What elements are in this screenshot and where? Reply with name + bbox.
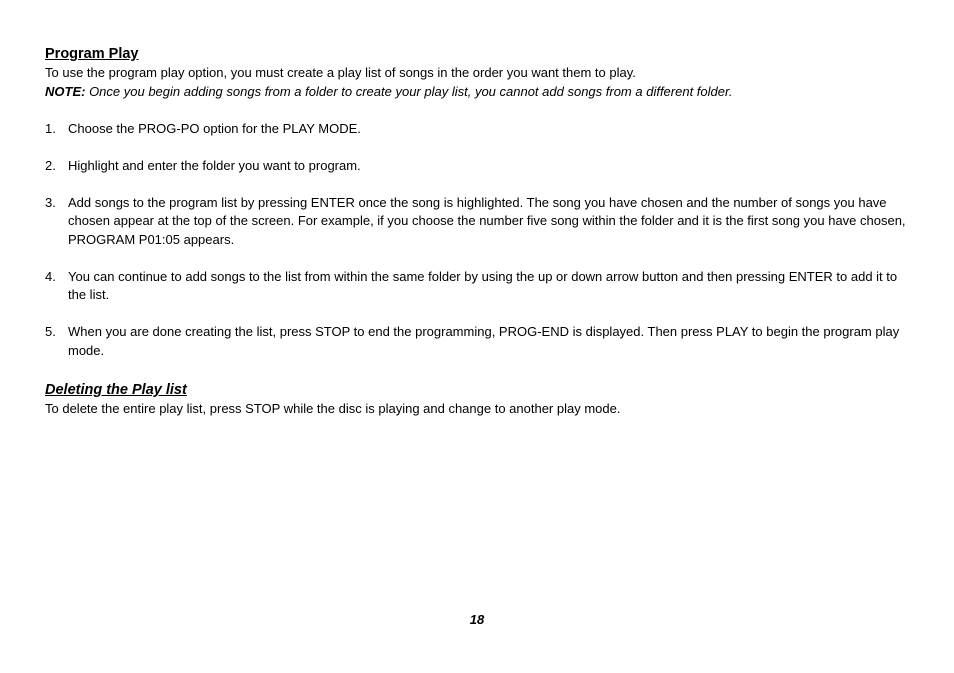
note-paragraph <box>45 83 910 102</box>
note-label: NOTE: <box>45 83 86 99</box>
step-text: Choose the PROG-PO option for the PLAY MODE. <box>68 120 361 136</box>
section-program-play <box>45 44 910 360</box>
step-text: You can continue to add songs to the list from within the same folder by using the up or down arrow button and then pressing ENTER to add it to the list. <box>68 268 898 302</box>
section-title-deleting-play-list: Deleting the Play list <box>45 382 187 398</box>
step-number: 2. <box>45 157 56 173</box>
section-deleting-play-list <box>45 380 910 419</box>
section-title-program-play: Program Play <box>45 46 139 62</box>
step-item <box>45 157 910 176</box>
steps-list <box>45 120 910 361</box>
step-number: 5. <box>45 324 56 339</box>
step-number: 1. <box>45 120 56 136</box>
step-number: 3. <box>45 194 56 210</box>
page-number: 18 <box>469 612 485 627</box>
step-text: When you are done creating the list, press STOP to end the programming, PROG-END is displayed. Then press PLAY to begin the program play mode. <box>68 324 900 358</box>
intro-paragraph: To use the program play option, you must create a play list of songs in the order you want them to play. <box>45 65 636 80</box>
step-number: 4. <box>45 268 56 284</box>
step-text: Add songs to the program list by pressing ENTER once the song is highlighted. The song you have chosen and the number of songs you have chosen appear at the top of the screen. For example, if you choose the number five song within the folder and it is the first song you have chosen, PROGRAM P01:05 appears. <box>68 194 906 247</box>
document-page <box>45 44 910 419</box>
step-text: Highlight and enter the folder you want to program. <box>68 157 361 173</box>
deleting-paragraph: To delete the entire play list, press STOP while the disc is playing and change to another play mode. <box>45 401 621 416</box>
step-item <box>45 268 910 305</box>
step-item <box>45 323 910 360</box>
step-item <box>45 194 910 250</box>
note-text: Once you begin adding songs from a folder to create your play list, you cannot add songs from a different folder. <box>85 83 733 99</box>
step-item <box>45 120 910 139</box>
